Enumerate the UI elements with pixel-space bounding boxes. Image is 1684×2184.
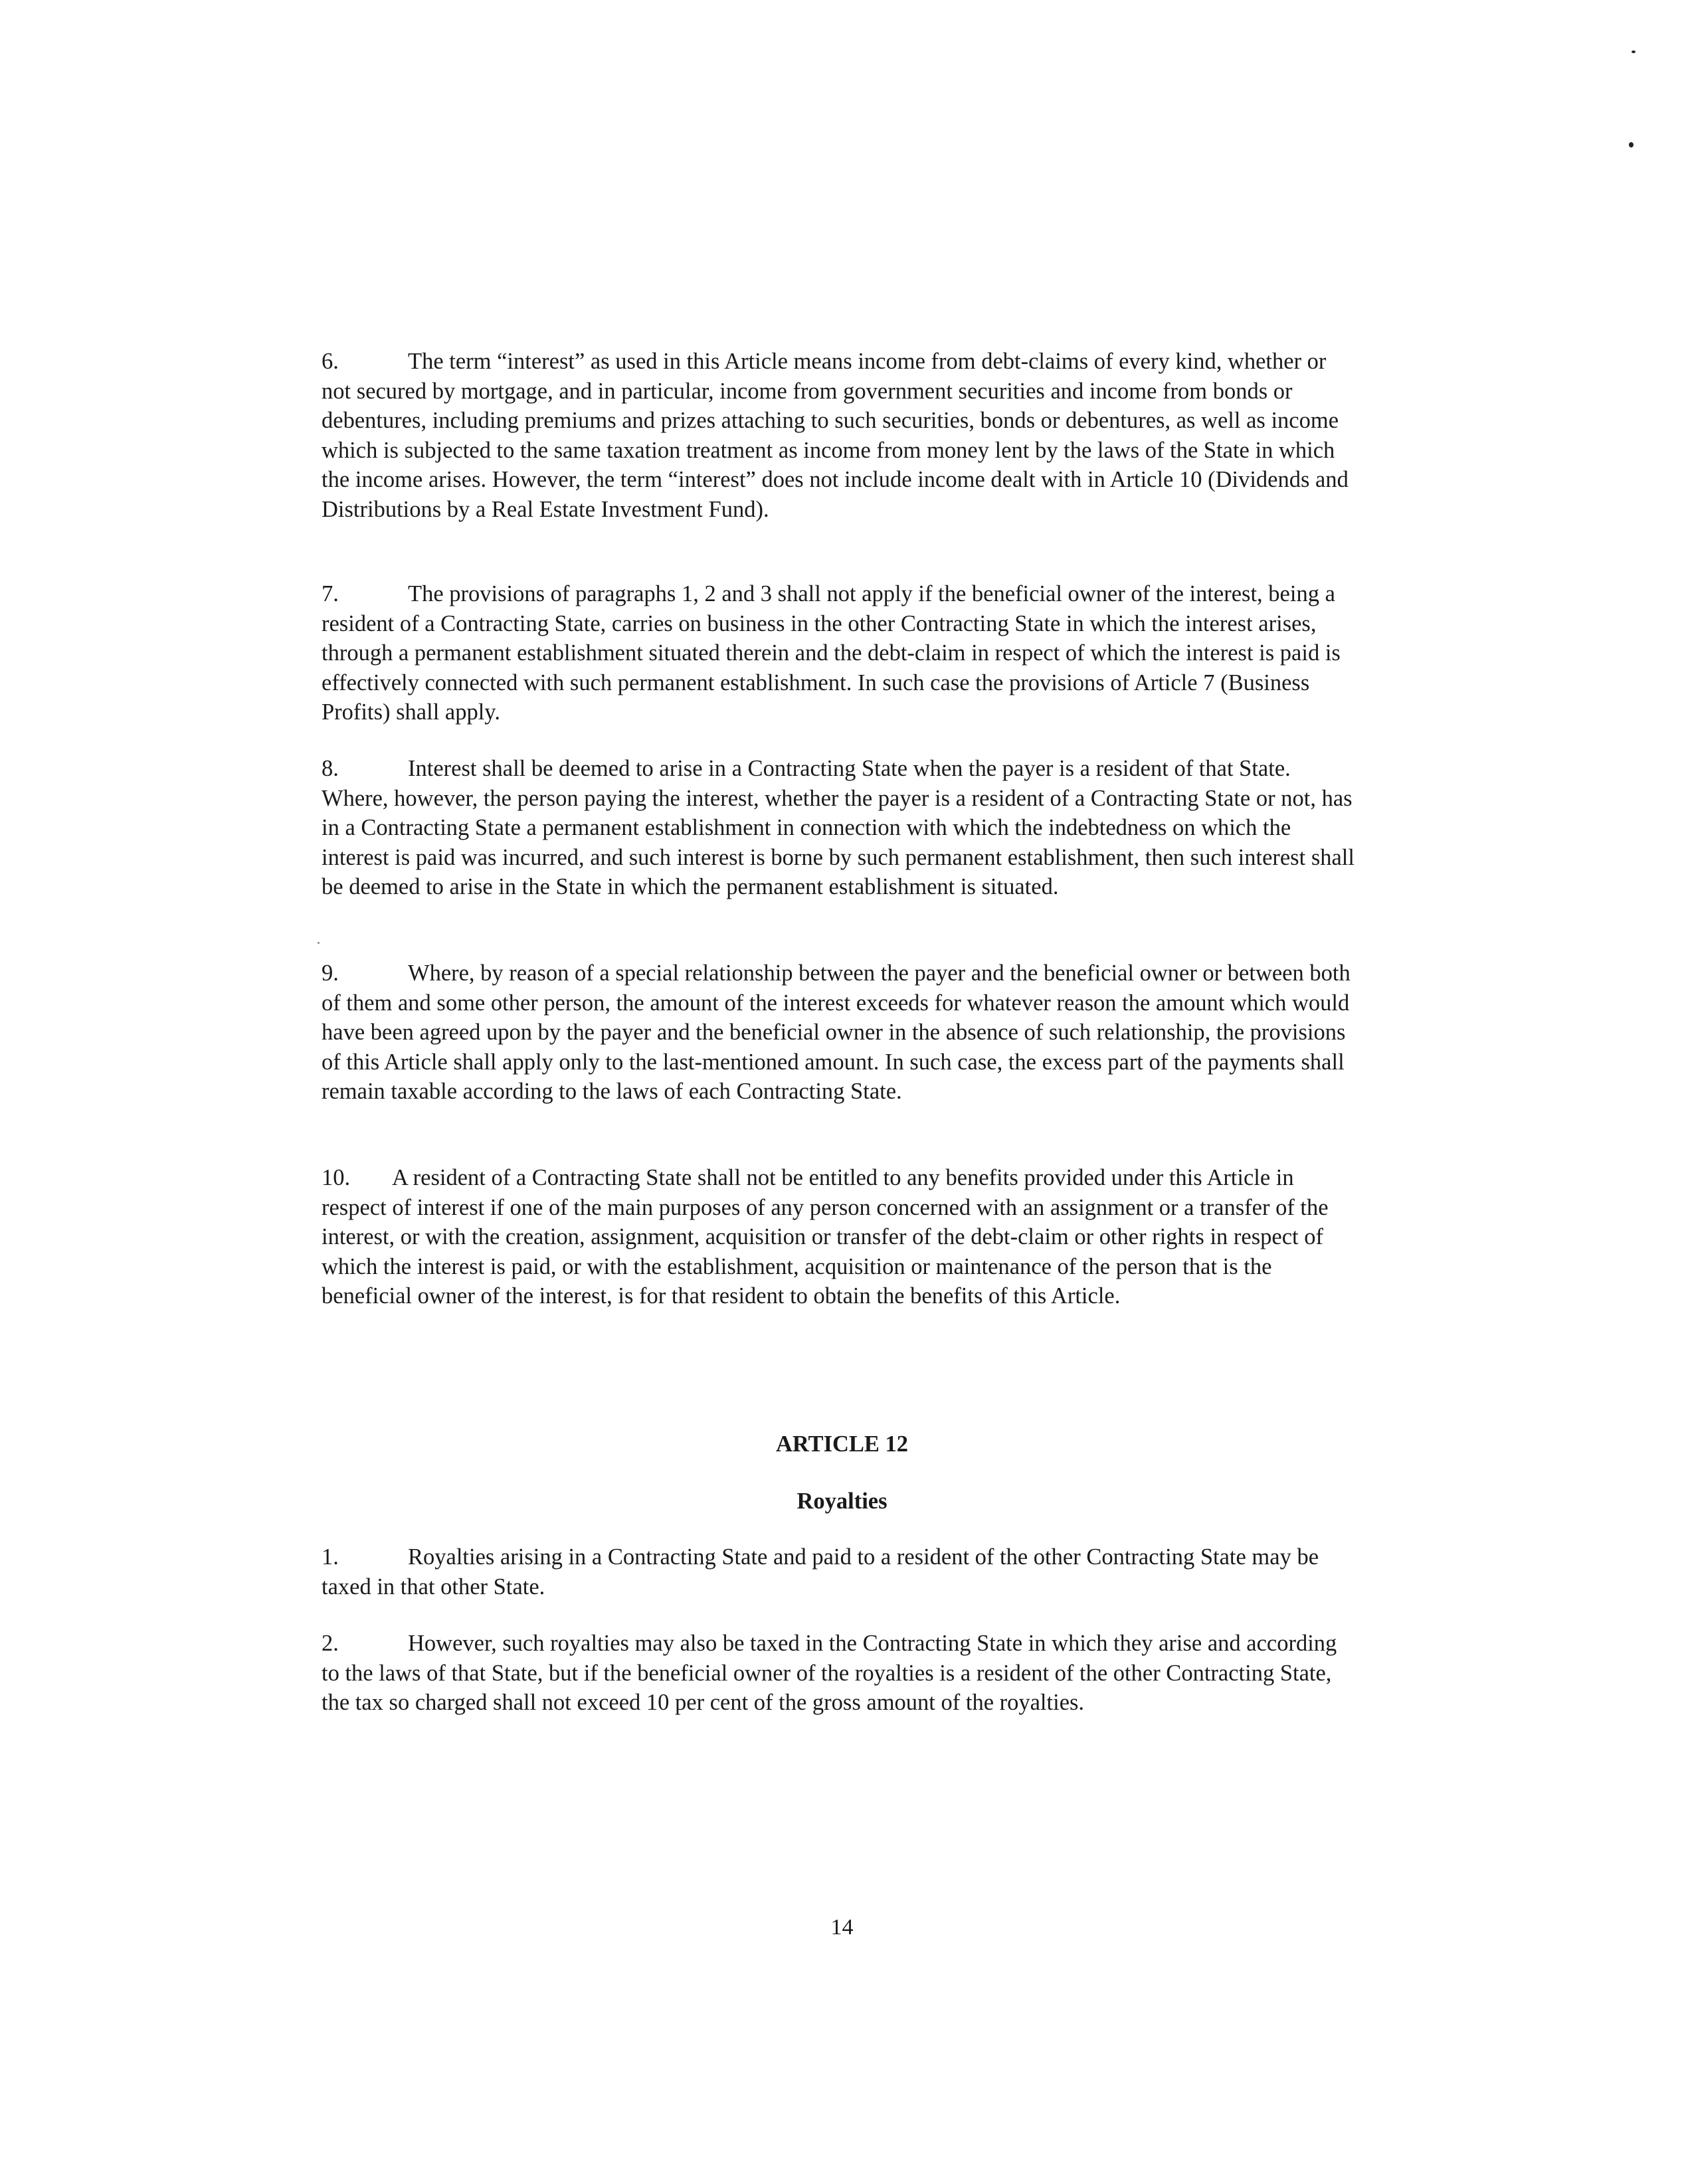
- paragraph-number: 6.: [322, 349, 339, 374]
- paragraph-10: [322, 1163, 1358, 1311]
- paragraph-9: [322, 958, 1358, 1107]
- article-subheading: Royalties: [796, 1489, 888, 1514]
- paragraph-number: 2.: [322, 1631, 339, 1656]
- paragraph-text: The provisions of paragraphs 1, 2 and 3 shall not apply if the beneficial owner of the interest, being a resident of a Contracting State, carries on business in the other Contracting State in which the interest arises, through a permanent establishment situated therein and the debt-claim in respect of which the interest is paid is effectively connected with such permanent establishment. In such case the provisions of Article 7 (Business Profits) shall apply.: [322, 581, 1341, 725]
- paragraph-8: [322, 754, 1358, 902]
- paragraph-text: Where, by reason of a special relationship between the payer and the beneficial owner or between both of them and some other person, the amount of the interest exceeds for whatever reason the amount which would have been agreed upon by the payer and the beneficial owner in the absence of such relationship, the provisions of this Article shall apply only to the last-mentioned amount. In such case, the excess part of the payments shall remain taxable according to the laws of each Contracting State.: [322, 960, 1351, 1104]
- article-heading: ARTICLE 12: [775, 1431, 909, 1457]
- paragraph-text: The term “interest” as used in this Article means income from debt-claims of every kind, whether or not secured by mortgage, and in particular, income from government securities and income from bonds or debentures, including premiums and prizes attaching to such securities, bonds or debentures, as well as income which is subjected to the same taxation treatment as income from money lent by the laws of the State in which the income arises. However, the term “interest” does not include income dealt with in Article 10 (Dividends and Distributions by a Real Estate Investment Fund).: [322, 349, 1349, 522]
- paragraph-text: Royalties arising in a Contracting State and paid to a resident of the other Contracting State may be taxed in that other State.: [322, 1544, 1319, 1599]
- royalties-paragraph-1: [322, 1542, 1358, 1601]
- paragraph-text: However, such royalties may also be taxed in the Contracting State in which they arise and according to the laws of that State, but if the beneficial owner of the royalties is a resident of the other Contracting State, the tax so charged shall not exceed 10 per cent of the gross amount of the royalties.: [322, 1631, 1337, 1715]
- paragraph-6: [322, 347, 1358, 524]
- paragraph-number: 1.: [322, 1544, 339, 1570]
- paragraph-7: [322, 579, 1358, 727]
- paragraph-number: 10.: [322, 1165, 351, 1190]
- scan-speck: [318, 942, 320, 944]
- paragraph-text: A resident of a Contracting State shall not be entitled to any benefits provided under this Article in respect of interest if one of the main purposes of any person concerned with an assignment or a transfer of the interest, or with the creation, assignment, acquisition or transfer of the debt-claim or other rights in respect of which the interest is paid, or with the establishment, acquisition or maintenance of the person that is the beneficial owner of the interest, is for that resident to obtain the benefits of this Article.: [322, 1165, 1329, 1309]
- royalties-paragraph-2: [322, 1629, 1358, 1718]
- paragraph-number: 9.: [322, 960, 339, 986]
- scan-speck: [1629, 142, 1634, 147]
- paragraph-number: 8.: [322, 756, 339, 781]
- paragraph-number: 7.: [322, 581, 339, 606]
- scan-speck: [1632, 50, 1636, 53]
- paragraph-text: Interest shall be deemed to arise in a Contracting State when the payer is a resident of that State. Where, however, the person paying the interest, whether the payer is a resident of a Contracting State or not, has in a Contracting State a permanent establishment in connection with which the indebtedness on which the interest is paid was incurred, and such interest is borne by such permanent establishment, then such interest shall be deemed to arise in the State in which the permanent establishment is situated.: [322, 756, 1355, 899]
- page-number: 14: [830, 1915, 854, 1940]
